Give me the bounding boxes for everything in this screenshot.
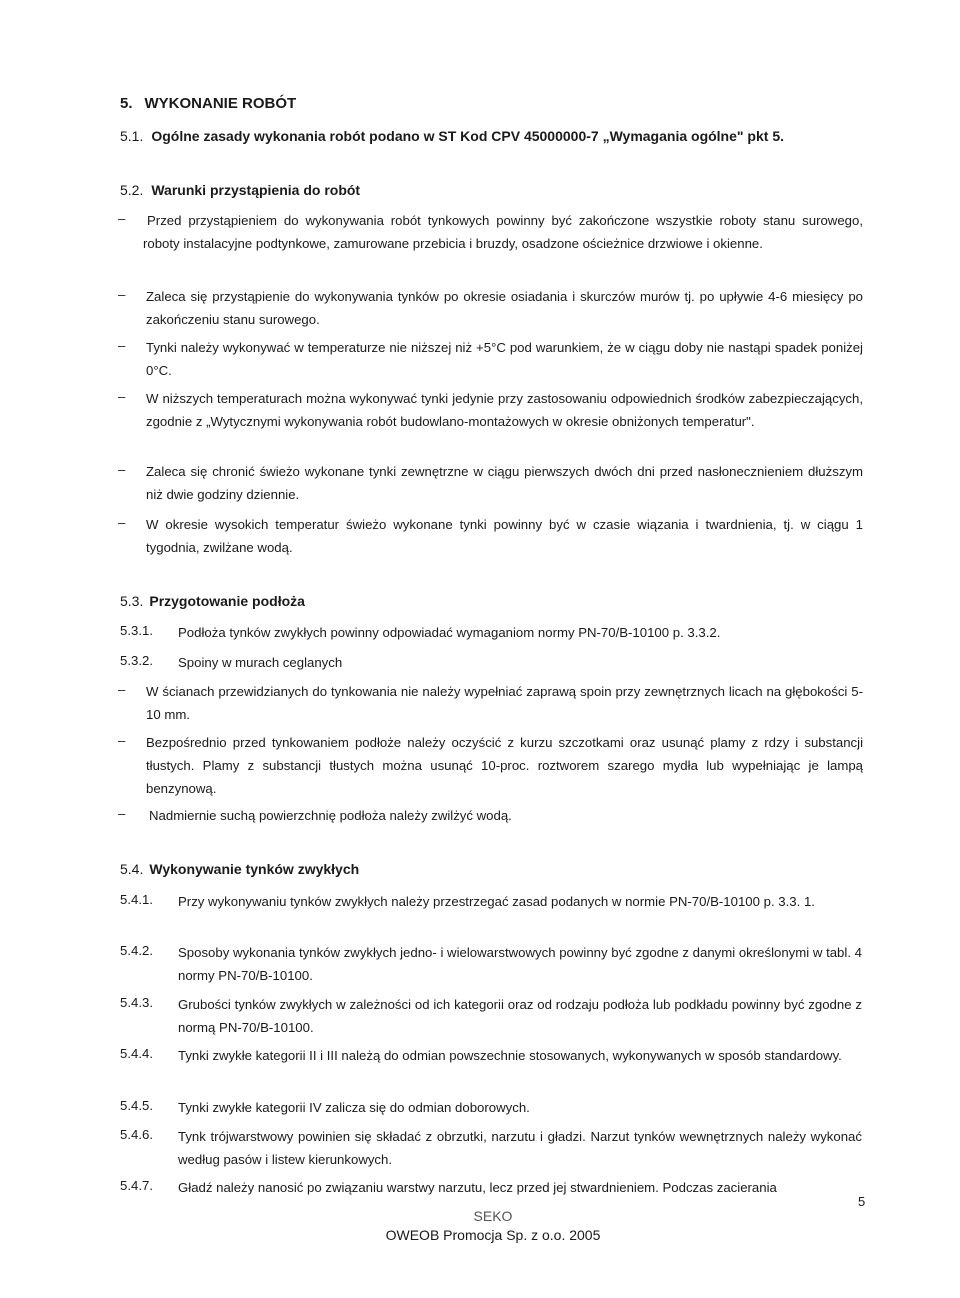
bullet-dash: – bbox=[118, 682, 126, 697]
bullet-dash: – bbox=[118, 338, 126, 353]
list-item-text: Bezpośrednio przed tynkowaniem podłoże należy oczyścić z kurzu szczotkami oraz usunąć plamy z rdzy i substancji tłustych. Plamy z substancji tłustych można usunąć 10-proc. roztworem szarego mydła lub wypełniając je lampą benzynową. bbox=[146, 735, 863, 796]
list-item bbox=[146, 285, 863, 331]
item-number: 5.4.4. bbox=[120, 1046, 153, 1061]
list-item bbox=[149, 804, 863, 827]
bullet-dash: – bbox=[118, 287, 126, 302]
list-item bbox=[146, 336, 863, 382]
section-5-3-title: Przygotowanie podłoża bbox=[149, 593, 305, 609]
section-5-4-title: Wykonywanie tynków zwykłych bbox=[149, 861, 360, 877]
page-number: 5 bbox=[858, 1194, 866, 1209]
section-5-3-1-text: Podłoża tynków zwykłych powinny odpowiadać wymaganiom normy PN-70/B-10100 p. 3.3.2. bbox=[178, 625, 721, 640]
item-number: 5.4.1. bbox=[120, 892, 153, 907]
section-5-title: WYKONANIE ROBÓT bbox=[144, 95, 297, 112]
section-5-2-number: 5.2. bbox=[120, 182, 144, 198]
footer-publisher: OWEOB Promocja Sp. z o.o. 2005 bbox=[385, 1227, 601, 1243]
section-5-3-1-number: 5.3.1. bbox=[120, 623, 153, 638]
section-5-1-text: Ogólne zasady wykonania robót podano w ST Kod CPV 45000000-7 „Wymagania ogólne" pkt 5. bbox=[151, 128, 784, 144]
bullet-dash: – bbox=[118, 462, 126, 477]
section-5-2-title: Warunki przystąpienia do robót bbox=[151, 182, 361, 198]
footer-seko: SEKO bbox=[473, 1208, 513, 1224]
item-number: 5.4.6. bbox=[120, 1127, 153, 1142]
item-number: 5.4.5. bbox=[120, 1098, 153, 1113]
section-5-1-number: 5.1. bbox=[120, 128, 144, 144]
section-5-2-heading bbox=[120, 182, 360, 198]
item-number: 5.4.7. bbox=[120, 1178, 153, 1193]
item-text: Gładź należy nanosić po związaniu warstwy narzutu, lecz przed jej stwardnieniem. Podczas zacierania bbox=[178, 1180, 777, 1195]
item-text: Grubości tynków zwykłych w zależności od ich kategorii oraz od rodzaju podłoża lub podkładu powinny być zgodne z normą PN-70/B-10100. bbox=[178, 997, 862, 1035]
list-item bbox=[146, 513, 863, 559]
list-item bbox=[146, 680, 863, 726]
bullet-dash: – bbox=[118, 733, 126, 748]
section-5-3-2-number: 5.3.2. bbox=[120, 653, 153, 668]
section-5-number: 5. bbox=[120, 95, 133, 112]
item-text: Tynki zwykłe kategorii IV zalicza się do odmian doborowych. bbox=[178, 1100, 530, 1115]
section-5-3-heading bbox=[120, 593, 305, 609]
bullet-dash: – bbox=[118, 389, 126, 404]
section-5-4-heading bbox=[120, 861, 359, 877]
list-item-text: W okresie wysokich temperatur świeżo wykonane tynki powinny być w czasie wiązania i twardnienia, tj. w ciągu 1 tygodnia, zwilżane wodą. bbox=[146, 517, 863, 555]
list-item-text: W ścianach przewidzianych do tynkowania nie należy wypełniać zaprawą spoin przy zewnętrznych licach na głębokości 5-10 mm. bbox=[146, 684, 863, 722]
list-item-text: Tynki należy wykonywać w temperaturze nie niższej niż +5°C pod warunkiem, że w ciągu doby nie nastąpi spadek poniżej 0°C. bbox=[146, 340, 863, 378]
section-5-4-number: 5.4. bbox=[120, 861, 144, 877]
section-5-heading bbox=[120, 95, 296, 112]
item-number: 5.4.3. bbox=[120, 995, 153, 1010]
section-5-3-number: 5.3. bbox=[120, 593, 144, 609]
list-item-text: Zaleca się przystąpienie do wykonywania tynków po okresie osiadania i skurczów murów tj. po upływie 4-6 miesięcy po zakończeniu stanu surowego. bbox=[146, 289, 863, 327]
list-item bbox=[146, 731, 863, 800]
bullet-dash: – bbox=[118, 515, 126, 530]
item-text: Sposoby wykonania tynków zwykłych jedno- i wielowarstwowych powinny być zgodne z danymi określonymi w tabl. 4 normy PN-70/B-10100. bbox=[178, 945, 862, 983]
bullet-dash: – bbox=[118, 211, 126, 226]
list-item bbox=[143, 209, 863, 255]
item-number: 5.4.2. bbox=[120, 943, 153, 958]
list-item-text: Nadmiernie suchą powierzchnię podłoża należy zwilżyć wodą. bbox=[149, 808, 512, 823]
item-text: Tynki zwykłe kategorii II i III należą do odmian powszechnie stosowanych, wykonywanych w sposób standardowy. bbox=[178, 1048, 842, 1063]
list-item-text: W niższych temperaturach można wykonywać tynki jedynie przy zastosowaniu odpowiednich środków zabezpieczających, zgodnie z „Wytycznymi wykonywania robót budowlano-montażowych w okresie obniżonych temperatur". bbox=[146, 391, 863, 429]
item-text: Tynk trójwarstwowy powinien się składać z obrzutki, narzutu i gładzi. Narzut tynków wewnętrznych należy wykonać według pasów i listew kierunkowych. bbox=[178, 1129, 862, 1167]
item-text: Przy wykonywaniu tynków zwykłych należy przestrzegać zasad podanych w normie PN-70/B-10100 p. 3.3. 1. bbox=[178, 894, 815, 909]
list-item bbox=[146, 460, 863, 506]
bullet-dash: – bbox=[118, 806, 126, 821]
section-5-1 bbox=[120, 128, 784, 144]
list-item-text: Zaleca się chronić świeżo wykonane tynki zewnętrzne w ciągu pierwszych dwóch dni przed nasłonecznieniem dłuższym niż dwie godziny dziennie. bbox=[146, 464, 863, 502]
section-5-3-2-text: Spoiny w murach ceglanych bbox=[178, 655, 343, 670]
list-item bbox=[146, 387, 863, 433]
list-item-text: Przed przystąpieniem do wykonywania robót tynkowych powinny być zakończone wszystkie roboty stanu surowego, roboty instalacyjne podtynkowe, zamurowane przebicia i bruzdy, osadzone ościeżnice drzwiowe i okienne. bbox=[143, 213, 863, 251]
